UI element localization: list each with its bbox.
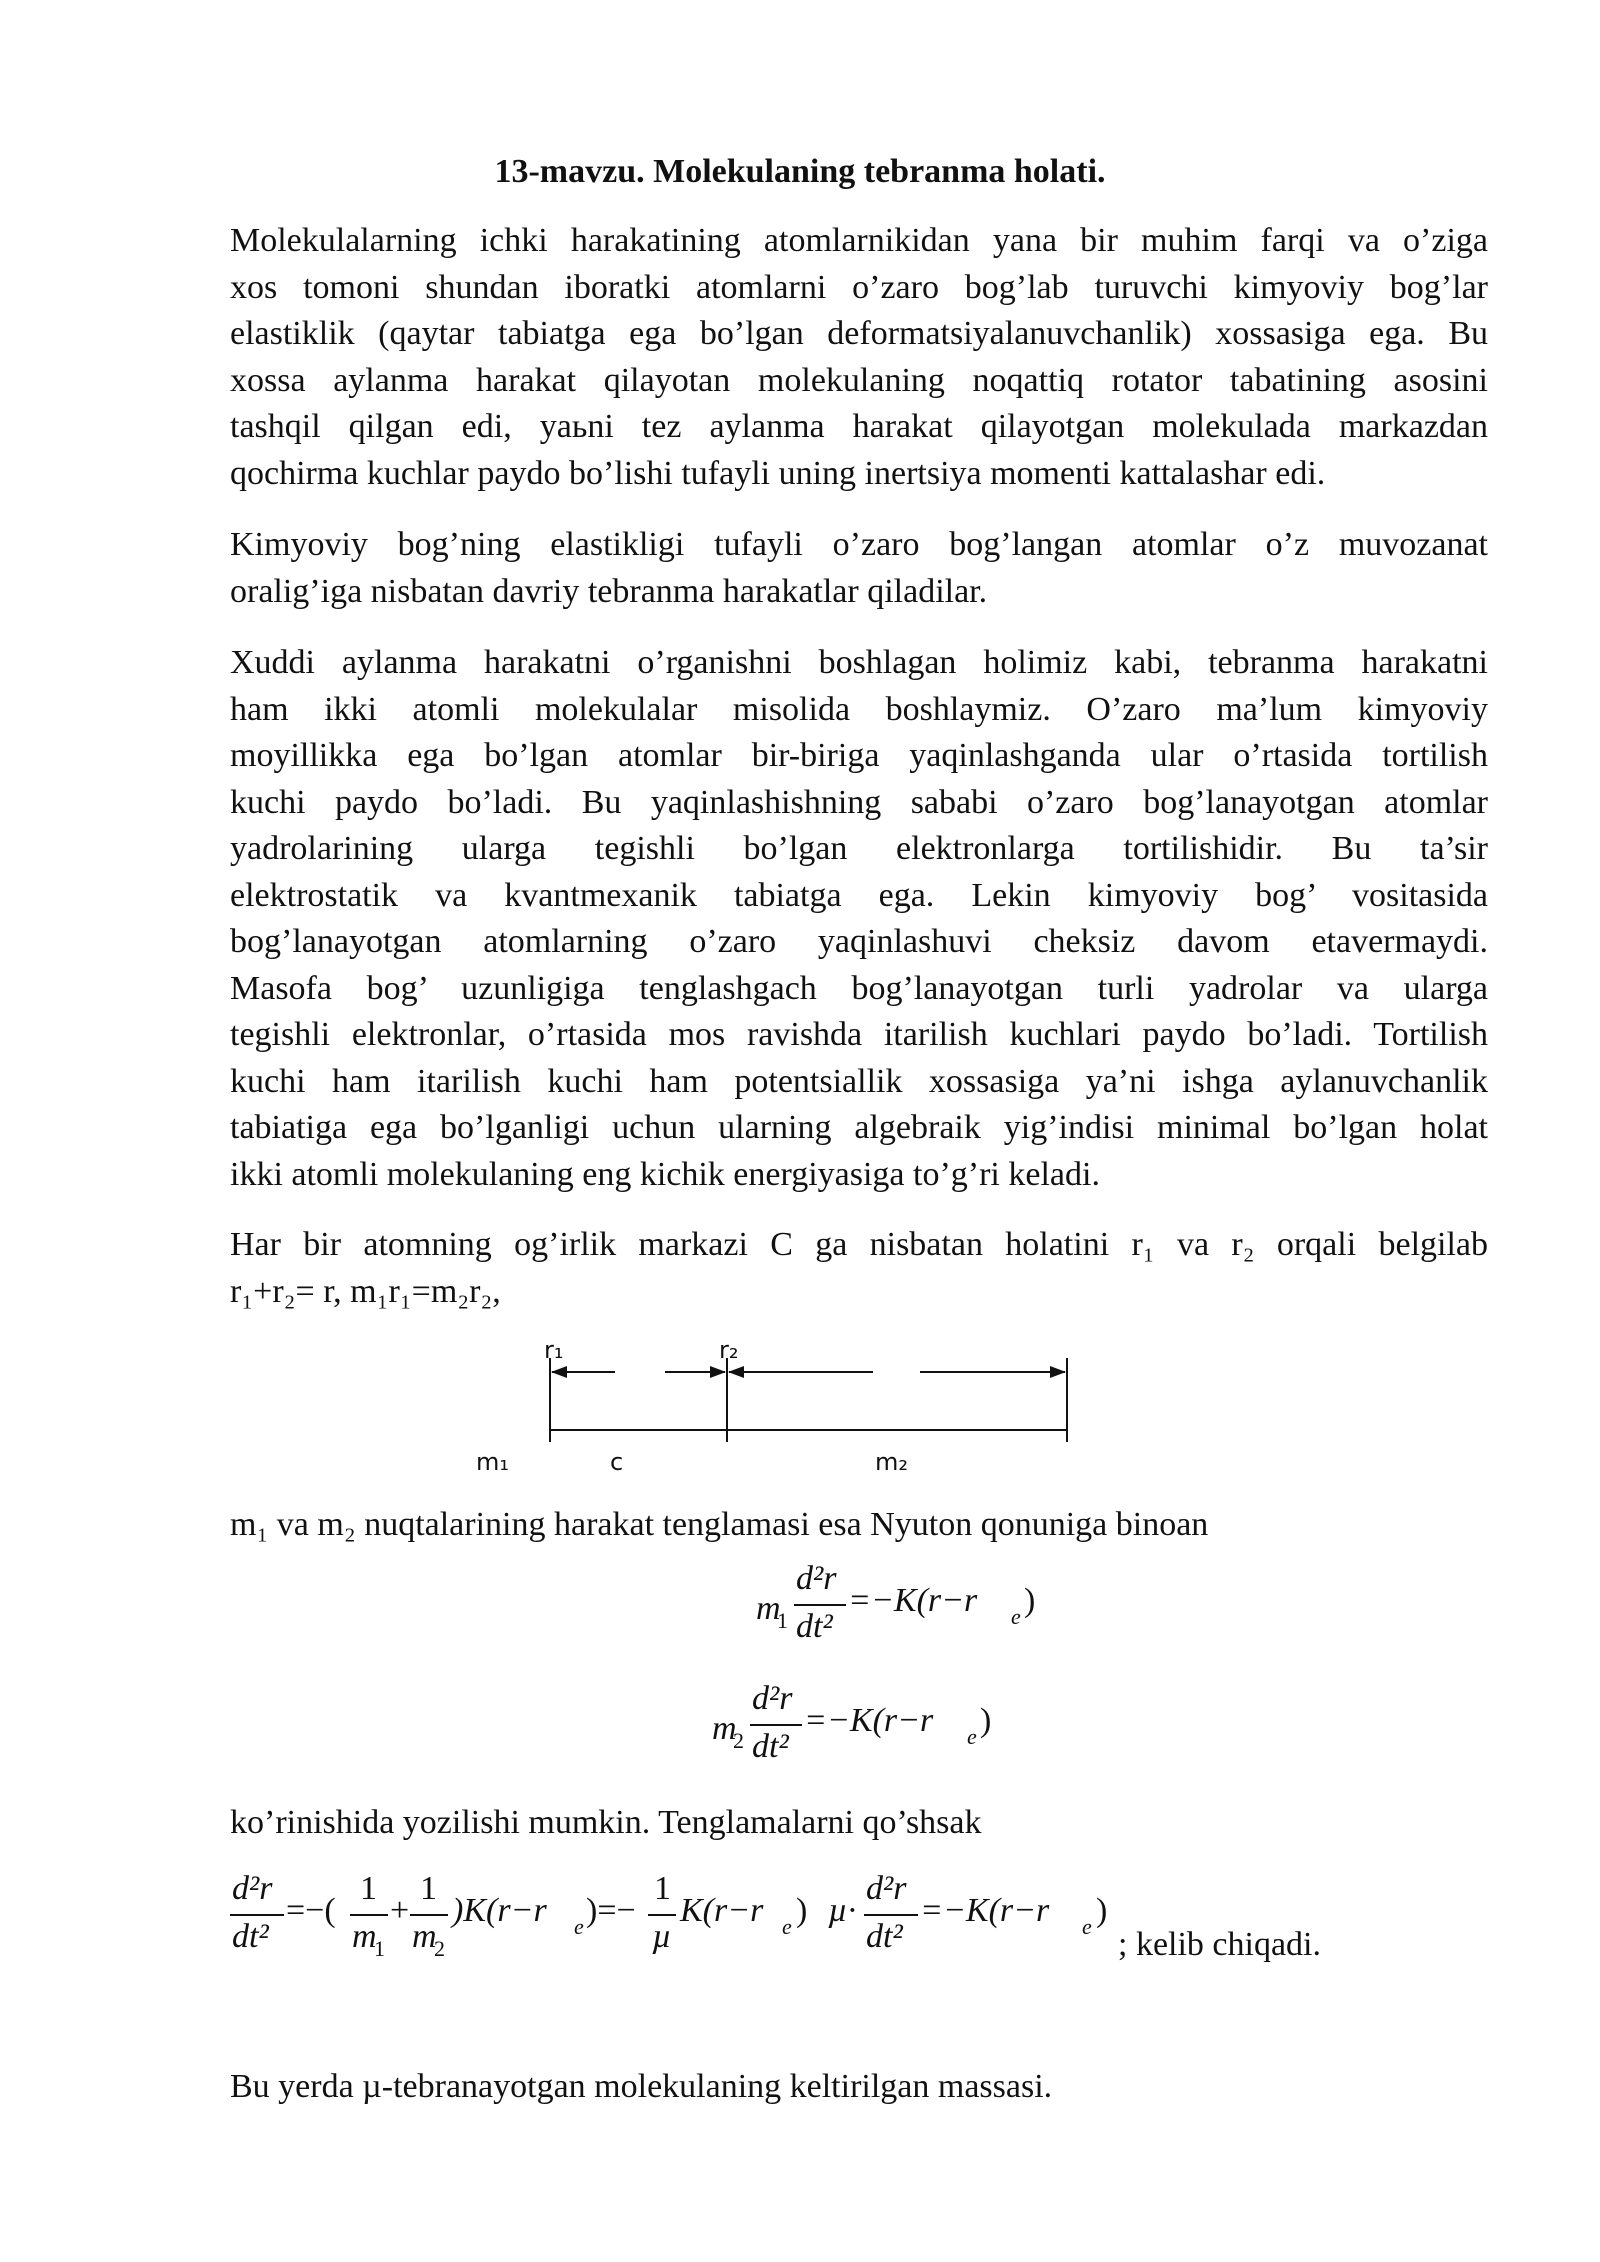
- eq3-m2-sub: 2: [434, 1936, 445, 1961]
- eq3-bar-3: [410, 1914, 448, 1916]
- text-line: elektrostatik va kvantmexanik tabiatga ega. Lekin kimyoviy bog’ vositasida: [230, 876, 1488, 914]
- eq3-k-sub: e: [574, 1914, 584, 1939]
- eq3-bar-5: [864, 1914, 918, 1916]
- eq3-one-b: 1: [420, 1870, 437, 1907]
- text-line: ko’rinishida yozilishi mumkin. Tenglamalarni qo’shsak: [230, 1804, 982, 1841]
- paragraph-5: [230, 1502, 1488, 1549]
- text-line: Bu yerda µ-tebranayotgan molekulaning keltirilgan massasi.: [230, 2068, 1053, 2105]
- paragraph-4: [230, 1222, 1488, 1315]
- paragraph-3: [230, 640, 1488, 1198]
- text-line: kuchi paydo bo’ladi. Bu yaqinlashishning sababi o’zaro bog’lanayotgan atomlar: [230, 783, 1488, 821]
- label-r2: r₂: [719, 1336, 739, 1364]
- label-m1: m₁: [476, 1448, 509, 1476]
- eq2-denominator: dt²: [752, 1728, 789, 1765]
- eq3-close-1: ): [796, 1892, 808, 1929]
- label-c: c: [610, 1448, 624, 1476]
- eq3-num-1: d²r: [232, 1870, 273, 1907]
- eq1-m: m: [756, 1590, 781, 1627]
- eq2-rhs: =−K(r−r: [804, 1702, 934, 1739]
- eq3-den-2: dt²: [866, 1918, 903, 1955]
- eq2-numerator: d²r: [752, 1680, 793, 1717]
- eq1-denominator: dt²: [796, 1608, 833, 1645]
- equation-1: [756, 1560, 1056, 1650]
- eq3-eq-minus-2: )=−: [586, 1892, 636, 1929]
- paragraph-2: [230, 522, 1488, 615]
- eq2-close: ): [980, 1702, 992, 1739]
- text-line: kuchi ham itarilish kuchi ham potentsiallik xossasiga ya’ni ishga aylanuvchanlik: [230, 1062, 1488, 1100]
- eq3-k-term: )K(r−r: [452, 1892, 547, 1929]
- eq1-m-sub: 1: [777, 1608, 788, 1633]
- eq3-mu: µ: [652, 1918, 672, 1955]
- page-title: 13-mavzu. Molekulaning tebranma holati.: [494, 153, 1106, 190]
- eq1-numerator: d²r: [796, 1560, 837, 1597]
- text-line: xossa aylanma harakat qilayotan molekulaning noqattiq rotator tabatining asosini: [230, 361, 1488, 399]
- eq2-rhs-sub: e: [967, 1724, 977, 1749]
- eq3-bar-1: [230, 1914, 284, 1916]
- text-line: m₁ va m₂ nuqtalarining harakat tenglamasi esa Nyuton qonuniga binoan: [230, 1506, 1209, 1543]
- text-line: bog’lanayotgan atomlarning o’zaro yaqinlashuvi cheksiz davom etavermaydi.: [230, 923, 1488, 960]
- eq3-mu-2: µ·: [828, 1892, 857, 1929]
- equation-2: [712, 1680, 1012, 1770]
- equation-combined: [230, 1870, 1370, 1980]
- eq3-eq-minus: =−(: [286, 1892, 336, 1929]
- eq3-one-a: 1: [360, 1870, 377, 1907]
- eq3-one-c: 1: [654, 1870, 671, 1907]
- text-line: elastiklik (qaytar tabiatga ega bo’lgan deformatsiyalanuvchanlik) xossasiga ega. Bu: [230, 315, 1488, 352]
- paragraph-7: [230, 2064, 1488, 2111]
- eq1-fraction-bar: [794, 1604, 846, 1606]
- text-line: tashqil qilgan edi, yaьni tez aylanma harakat qilayotgan molekulada markazdan: [230, 408, 1488, 445]
- text-line: ikki atomli molekulaning eng kichik energiyasiga to’g’ri keladi.: [230, 1155, 1100, 1193]
- paragraph-6: [230, 1800, 1488, 1847]
- text-line: tabiatiga ega bo’lganligi uchun ularning algebraik yig’indisi minimal bo’lgan holat: [230, 1109, 1488, 1146]
- text-line: r₁+r₂= r, m₁r₁=m₂r₂,: [230, 1272, 501, 1310]
- text-line: ham ikki atomli molekulalar misolida boshlaymiz. O’zaro ma’lum kimyoviy: [230, 690, 1488, 728]
- eq3-m1-sub: 1: [374, 1936, 385, 1961]
- eq3-m1: m: [352, 1918, 377, 1955]
- paragraph-1: [230, 218, 1488, 497]
- eq3-close-2: ): [1096, 1892, 1108, 1929]
- label-r1: r₁: [544, 1336, 564, 1364]
- text-line: Molekulalarning ichki harakatining atomlarnikidan yana bir muhim farqi va o’ziga: [230, 222, 1488, 259]
- text-line: Xuddi aylanma harakatni o’rganishni boshlagan holimiz kabi, tebranma harakatni: [230, 644, 1488, 681]
- text-line: oralig’iga nisbatan davriy tebranma harakatlar qiladilar.: [230, 572, 988, 610]
- eq3-m2: m: [412, 1918, 437, 1955]
- eq2-m-sub: 2: [733, 1728, 744, 1753]
- label-m2: m₂: [875, 1448, 908, 1476]
- eq3-k-sub-2: e: [782, 1914, 792, 1939]
- text-line: yadrolarining ularga tegishli bo’lgan elektronlarga tortilishidir. Bu ta’sir: [230, 830, 1488, 867]
- eq3-num-2: d²r: [866, 1870, 907, 1907]
- eq1-close: ): [1024, 1582, 1036, 1619]
- text-line: tegishli elektronlar, o’rtasida mos ravishda itarilish kuchlari paydo bo’ladi. Tortilish: [230, 1016, 1488, 1053]
- text-line: Masofa bog’ uzunligiga tenglashgach bog’lanayotgan turli yadrolar va ularga: [230, 969, 1488, 1007]
- text-line: qochirma kuchlar paydo bo’lishi tufayli uning inertsiya momenti kattalashar edi.: [230, 454, 1326, 492]
- eq2-m: m: [712, 1710, 737, 1747]
- eq3-rhs-sub-2: e: [1082, 1914, 1092, 1939]
- center-of-mass-diagram: [470, 1330, 1090, 1480]
- eq1-rhs: =−K(r−r: [848, 1582, 978, 1619]
- eq1-rhs-sub: e: [1011, 1604, 1021, 1629]
- eq2-fraction-bar: [750, 1724, 802, 1726]
- eq3-den-1: dt²: [232, 1918, 269, 1955]
- eq3-kelib: ; kelib chiqadi.: [1118, 1926, 1322, 1963]
- eq3-bar-2: [350, 1914, 388, 1916]
- eq3-plus: +: [390, 1892, 410, 1929]
- text-line: xos tomoni shundan iboratki atomlarni o’zaro bog’lab turuvchi kimyoviy bog’lar: [230, 268, 1488, 306]
- text-line: Kimyoviy bog’ning elastikligi tufayli o’zaro bog’langan atomlar o’z muvozanat: [230, 526, 1488, 563]
- text-line: Har bir atomning og’irlik markazi C ga nisbatan holatini r₁ va r₂ orqali belgilab: [230, 1226, 1488, 1263]
- eq3-k-term-2: K(r−r: [680, 1892, 764, 1929]
- eq3-bar-4: [648, 1914, 676, 1916]
- text-line: moyillikka ega bo’lgan atomlar bir-biriga yaqinlashganda ular o’rtasida tortilish: [230, 737, 1488, 774]
- eq3-rhs-2: =−K(r−r: [920, 1892, 1050, 1929]
